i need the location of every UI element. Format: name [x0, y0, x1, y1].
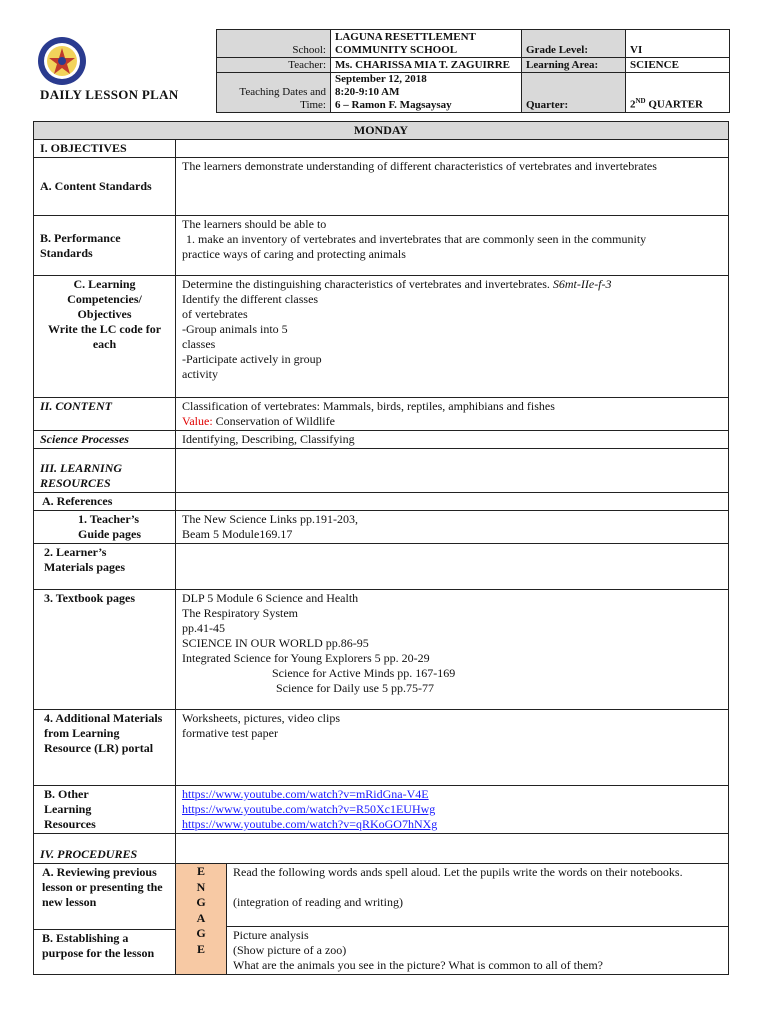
performance-standards-label: B. Performance Standards — [34, 216, 176, 276]
competencies-title: C. Learning Competencies/ Objectives — [67, 277, 142, 321]
teaching-dates-label: Teaching Dates and Time: — [217, 73, 331, 113]
performance-last: practice ways of caring and protecting animals — [182, 247, 406, 261]
textbook-pages-cell — [176, 590, 729, 710]
quarter-word: QUARTER — [645, 99, 703, 111]
textbook-line: The Respiratory System — [182, 606, 298, 620]
learning-area-label: Learning Area: — [522, 58, 626, 73]
textbook-line: SCIENCE IN OUR WORLD pp.86-95 — [182, 636, 369, 650]
procedures-heading: IV. PROCEDURES — [34, 834, 176, 864]
content-standards-label: A. Content Standards — [34, 158, 176, 216]
quarter-value — [626, 73, 730, 113]
competencies-lc-note: Write the LC code for each — [47, 322, 162, 351]
textbook-line: Science for Active Minds pp. 167-169 — [272, 666, 456, 680]
engage-letter: N — [196, 879, 206, 894]
teachers-guide-cell — [176, 511, 729, 544]
engage-letter: E — [196, 864, 205, 878]
quarter-label: Quarter: — [522, 73, 626, 113]
value-line — [182, 414, 722, 429]
day-heading: MONDAY — [34, 122, 729, 140]
procedure-b-line-1: Picture analysis — [233, 928, 309, 942]
content-standards-text: The learners demonstrate understanding of different characteristics of vertebrates and invertebrates — [176, 158, 729, 216]
youtube-link[interactable]: https://www.youtube.com/watch?v=mRidGna-V4E — [182, 787, 429, 801]
header-info-table — [216, 29, 730, 113]
other-resources-cell — [176, 786, 729, 834]
objectives-blank — [176, 140, 729, 158]
additional-line-2: formative test paper — [182, 726, 278, 740]
learning-resources-heading: III. LEARNING RESOURCES — [34, 449, 176, 493]
competency-sentence: Determine the distinguishing characteristics of vertebrates and invertebrates. — [182, 277, 553, 291]
school-value: LAGUNA RESETTLEMENT COMMUNITY SCHOOL — [331, 30, 522, 58]
learning-area-value: SCIENCE — [626, 58, 730, 73]
grade-level-value: VI — [626, 30, 730, 58]
engage-table — [176, 864, 728, 974]
procedure-a-line-1: Read the following words ands spell aloud. Let the pupils write the words on their notebooks. — [233, 865, 683, 879]
performance-standards-cell — [176, 216, 729, 276]
textbook-line: Science for Daily use 5 pp.75-77 — [276, 681, 434, 695]
competency-text — [182, 277, 722, 292]
school-label: School: — [217, 30, 331, 58]
engage-column — [176, 864, 227, 974]
references-blank — [176, 493, 729, 511]
procedure-b-cell — [227, 927, 729, 975]
references-label: A. References — [34, 493, 176, 511]
procedure-a-label: A. Reviewing previous lesson or presenting the new lesson — [34, 864, 176, 930]
value-label: Value: — [182, 414, 213, 428]
content-heading: II. CONTENT — [34, 398, 176, 431]
learners-materials-blank — [176, 544, 729, 590]
teacher-value: Ms. CHARISSA MIA T. ZAGUIRRE — [331, 58, 522, 73]
additional-materials-label: 4. Additional Materials from Learning Resource (LR) portal — [34, 710, 176, 786]
procedures-body — [176, 864, 729, 975]
content-text: Classification of vertebrates: Mammals, birds, reptiles, amphibians and fishes — [182, 399, 555, 413]
procedures-blank — [176, 834, 729, 864]
deped-seal-icon — [37, 36, 87, 86]
performance-intro: The learners should be able to — [182, 217, 327, 231]
procedure-a-line-2: (integration of reading and writing) — [233, 895, 403, 909]
teacher-label: Teacher: — [217, 58, 331, 73]
quarter-number: 2 — [630, 99, 636, 111]
procedure-a-cell — [227, 864, 729, 927]
engage-letter: G — [196, 926, 206, 940]
teachers-guide-line-1: The New Science Links pp.191-203, — [182, 512, 358, 526]
engage-letter: G — [196, 895, 206, 909]
grade-level-label: Grade Level: — [522, 30, 626, 58]
procedure-b-line-3: What are the animals you see in the picture? What is common to all of them? — [233, 958, 603, 972]
lc-code: S6mt-IIe-f-3 — [552, 277, 612, 291]
engage-letter: A — [196, 910, 206, 925]
teachers-guide-line-2: Beam 5 Module169.17 — [182, 527, 293, 541]
textbook-pages-label: 3. Textbook pages — [34, 590, 176, 710]
learners-materials-label: 2. Learner’s Materials pages — [34, 544, 176, 590]
procedure-b-line-2: (Show picture of a zoo) — [233, 943, 347, 957]
procedure-b-label: B. Establishing a purpose for the lesson — [34, 929, 176, 974]
youtube-link[interactable]: https://www.youtube.com/watch?v=qRKoGO7hNXg — [182, 817, 438, 831]
value-text: Conservation of Wildlife — [212, 414, 335, 428]
competencies-label — [34, 276, 176, 398]
other-resources-label: B. Other Learning Resources — [34, 786, 176, 834]
objective-3: -Participate actively in group activity — [182, 352, 322, 381]
teaching-time: 8:20-9:10 AM — [335, 86, 400, 98]
performance-item-1: 1. make an inventory of vertebrates and invertebrates that are commonly seen in the community — [186, 232, 647, 246]
learning-resources-blank — [176, 449, 729, 493]
additional-materials-cell — [176, 710, 729, 786]
section-name: 6 – Ramon F. Magsaysay — [335, 99, 452, 111]
page-title: DAILY LESSON PLAN — [40, 87, 179, 102]
objective-1: Identify the different classes of vertebrates — [182, 292, 319, 321]
quarter-suffix: ND — [635, 97, 646, 106]
science-processes-label: Science Processes — [34, 431, 176, 449]
textbook-line: Integrated Science for Young Explorers 5 pp. 20-29 — [182, 651, 430, 665]
lesson-plan-table — [33, 121, 729, 975]
additional-line-1: Worksheets, pictures, video clips — [182, 711, 340, 725]
objectives-heading: I. OBJECTIVES — [34, 140, 176, 158]
teaching-dates-value — [331, 73, 522, 113]
engage-letter: E — [196, 941, 205, 956]
competencies-cell — [176, 276, 729, 398]
science-processes-text: Identifying, Describing, Classifying — [176, 431, 729, 449]
content-cell — [176, 398, 729, 431]
objective-2: -Group animals into 5 classes — [182, 322, 288, 351]
teachers-guide-label: 1. Teacher’s Guide pages — [34, 511, 176, 544]
teaching-date: September 12, 2018 — [335, 73, 427, 85]
textbook-line: DLP 5 Module 6 Science and Health — [182, 591, 359, 605]
textbook-line: pp.41-45 — [182, 621, 225, 635]
youtube-link[interactable]: https://www.youtube.com/watch?v=R50Xc1EUHwg — [182, 802, 436, 816]
